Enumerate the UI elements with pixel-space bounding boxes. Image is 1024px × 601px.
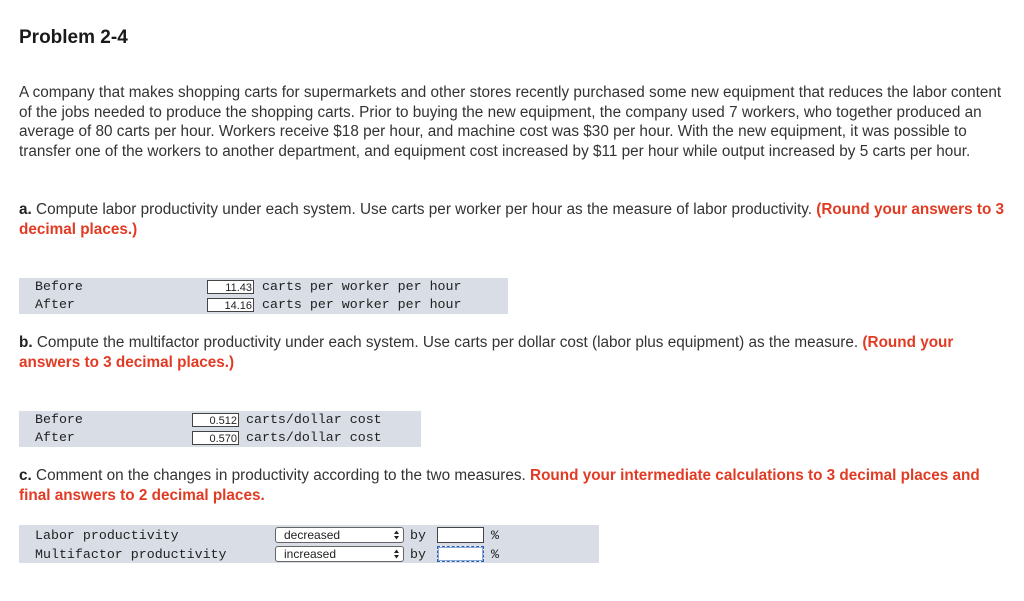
answer-row-labor [19, 526, 599, 545]
up-down-chevron-icon [393, 548, 400, 560]
multifactor-productivity-after-input[interactable]: 0.570 [192, 431, 239, 445]
answer-row-after [19, 429, 421, 447]
percent-label: % [491, 547, 499, 562]
unit-label: carts/dollar cost [246, 412, 382, 427]
row-label: Before [35, 279, 83, 294]
question-c-text: Comment on the changes in productivity according to the two measures. [31, 467, 531, 484]
row-label: Before [35, 412, 83, 427]
answer-panel-a [19, 278, 508, 314]
labor-productivity-after-input[interactable]: 14.16 [207, 298, 254, 312]
select-value: decreased [284, 528, 341, 542]
row-label: Multifactor productivity [35, 547, 227, 562]
labor-change-percent-input[interactable] [437, 527, 484, 543]
question-a-note: (Round your answers to 3 decimal places.) [19, 201, 1005, 238]
by-label: by [410, 528, 426, 543]
answer-panel-b [19, 411, 421, 447]
labor-change-select[interactable] [275, 527, 404, 543]
unit-label: carts per worker per hour [262, 279, 462, 294]
unit-label: carts/dollar cost [246, 430, 382, 445]
problem-statement: A company that makes shopping carts for supermarkets and other stores recently purchased some new equipment that reduces the labor content of the jobs needed to produce the shopping carts. Prior to buying the new equipment, the company used 7 workers, who together produced an average of 80 carts per hour. Workers receive $18 per hour, and machine cost was $30 per hour. With the new equipment, it was possible to transfer one of the workers to another department, and equipment cost increased by $11 per hour while output increased by 5 carts per hour. [19, 84, 1002, 160]
answer-row-after [19, 296, 508, 314]
row-label: Labor productivity [35, 528, 179, 543]
problem-title: Problem 2-4 [19, 27, 128, 48]
answer-row-before [19, 278, 508, 296]
question-b-text: Compute the multifactor productivity under each system. Use carts per dollar cost (labor plus equipment) as the measure. [32, 334, 863, 351]
select-value: increased [284, 547, 337, 561]
percent-label: % [491, 528, 499, 543]
labor-productivity-before-input[interactable]: 11.43 [207, 280, 254, 294]
by-label: by [410, 547, 426, 562]
multifactor-change-percent-input[interactable] [437, 546, 484, 562]
question-c [19, 466, 1014, 505]
answer-row-multifactor [19, 545, 599, 564]
unit-label: carts per worker per hour [262, 297, 462, 312]
question-c-note: Round your intermediate calculations to 3 decimal places and final answers to 2 decimal places. [19, 467, 980, 504]
question-c-label: c. [19, 467, 32, 484]
multifactor-productivity-before-input[interactable]: 0.512 [192, 413, 239, 427]
up-down-chevron-icon [393, 529, 400, 541]
question-a-text: Compute labor productivity under each system. Use carts per worker per hour as the measure of labor productivity. [31, 201, 817, 218]
question-a-label: a. [19, 201, 32, 218]
question-b [19, 333, 1014, 372]
row-label: After [35, 297, 75, 312]
answer-row-before [19, 411, 421, 429]
row-label: After [35, 430, 75, 445]
question-b-note: (Round your answers to 3 decimal places.) [19, 334, 954, 371]
question-b-label: b. [19, 334, 33, 351]
answer-panel-c [19, 525, 599, 563]
multifactor-change-select[interactable] [275, 546, 404, 562]
question-a [19, 200, 1014, 239]
